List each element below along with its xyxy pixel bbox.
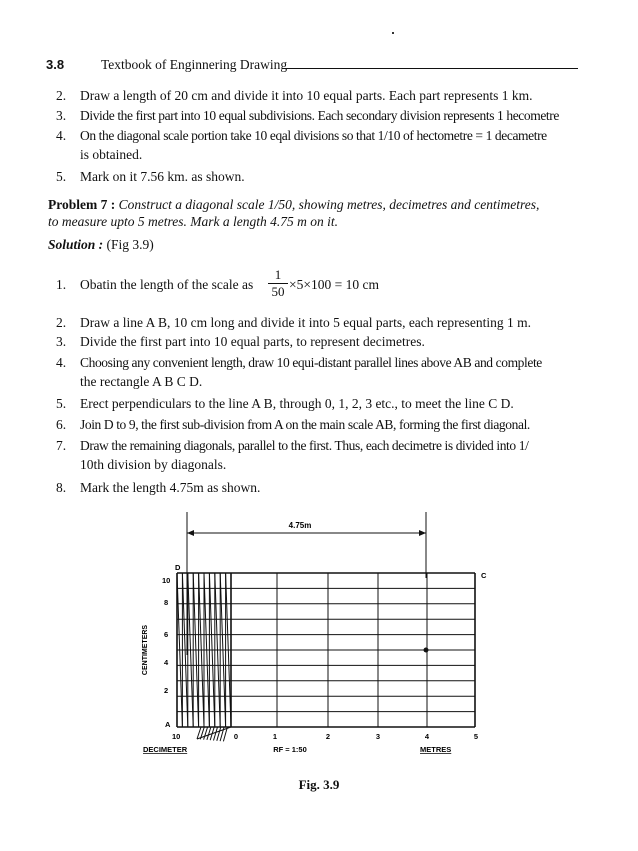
problem-label: Problem 7 : xyxy=(48,197,116,212)
item-number: 2. xyxy=(56,315,67,330)
item-text: Divide the first part into 10 equal parts, to represent decimetres. xyxy=(80,334,425,349)
cm-axis-title: CENTIMETERS xyxy=(142,624,149,676)
item-number: 5. xyxy=(56,169,67,184)
item-number: 6. xyxy=(56,417,67,432)
item-number: 3. xyxy=(56,108,67,123)
figure-caption: Fig. 3.9 xyxy=(298,777,340,792)
solution-ref: (Fig 3.9) xyxy=(106,237,154,252)
item-text: Draw a length of 20 cm and divide it into 10 equal parts. Each part represents 1 km. xyxy=(80,88,533,103)
bottom-left-tick: 10 xyxy=(172,732,181,741)
scale-tick-2: 2 xyxy=(325,732,331,741)
section-number: 3.8 xyxy=(46,57,65,72)
scale-tick-5: 5 xyxy=(473,732,479,741)
decimeter-label: DECIMETER xyxy=(143,745,188,754)
item-number: 5. xyxy=(56,396,67,411)
measure-arrow-right xyxy=(419,530,426,536)
item-number: 4. xyxy=(56,128,67,143)
cm-tick-4: 4 xyxy=(164,658,169,667)
item-text: Mark on it 7.56 km. as shown. xyxy=(80,169,245,184)
item-text: On the diagonal scale portion take 10 eqal divisions so that 1/10 of hectometre = 1 decametre xyxy=(80,128,547,143)
item-text: Mark the length 4.75m as shown. xyxy=(80,480,261,495)
scale-drawing-lines xyxy=(177,573,475,741)
corner-label-c: C xyxy=(481,571,487,580)
cm-tick-8: 8 xyxy=(164,598,169,607)
item-number: 4. xyxy=(56,355,67,370)
item-number: 7. xyxy=(56,438,67,453)
item-number: 1. xyxy=(56,277,67,292)
solution-label: Solution : xyxy=(48,237,104,252)
item-text: Choosing any convenient length, draw 10 equi-distant parallel lines above AB and complete xyxy=(80,355,542,370)
item-text: Draw the remaining diagonals, parallel to the first. Thus, each decimetre is divided into 1/ xyxy=(80,438,529,453)
fraction-numerator: 1 xyxy=(274,267,282,282)
item-text: 10th division by diagonals. xyxy=(80,457,227,472)
cm-tick-6: 6 xyxy=(164,630,169,639)
scale-tick-1: 1 xyxy=(272,732,278,741)
item-text: Erect perpendiculars to the line A B, through 0, 1, 2, 3 etc., to meet the line C D. xyxy=(80,396,514,411)
scale-tick-4: 4 xyxy=(424,732,430,741)
item-number: 8. xyxy=(56,480,67,495)
scale-tick-3: 3 xyxy=(375,732,381,741)
formula-suffix: ×5×100 = 10 cm xyxy=(289,277,379,292)
item-text: Divide the first part into 10 equal subdivisions. Each secondary division represents 1 hecometre xyxy=(80,108,559,123)
item-text: Join D to 9, the first sub-division from A on the main scale AB, forming the first diagonal. xyxy=(80,417,530,432)
cm-tick-2: 2 xyxy=(164,686,169,695)
metres-label: METRES xyxy=(420,745,452,754)
item-text: the rectangle A B C D. xyxy=(80,374,203,389)
fraction-denominator: 50 xyxy=(271,284,285,299)
problem-line-1: Construct a diagonal scale 1/50, showing metres, decimetres and centimetres, xyxy=(118,197,540,212)
item-number: 2. xyxy=(56,88,67,103)
formula-prefix: Obatin the length of the scale as xyxy=(80,277,254,292)
problem-line-2: to measure upto 5 metres. Mark a length 4.75 m on it. xyxy=(48,214,338,229)
scale-tick-0: 0 xyxy=(233,732,239,741)
item-text: is obtained. xyxy=(80,147,143,162)
item-number: 3. xyxy=(56,334,67,349)
hatch-stroke xyxy=(197,727,201,739)
book-title: Textbook of Enginnering Drawing xyxy=(101,57,288,72)
corner-label-a: A xyxy=(165,720,171,729)
measure-point-marker xyxy=(424,648,429,653)
corner-label-d: D xyxy=(175,563,181,572)
cm-tick-10: 10 xyxy=(162,576,171,585)
rf-label: RF = 1:50 xyxy=(273,745,307,754)
item-text: Draw a line A B, 10 cm long and divide it into 5 equal parts, each representing 1 m. xyxy=(80,315,532,330)
measure-arrow-left xyxy=(187,530,194,536)
measure-label: 4.75m xyxy=(288,521,312,530)
